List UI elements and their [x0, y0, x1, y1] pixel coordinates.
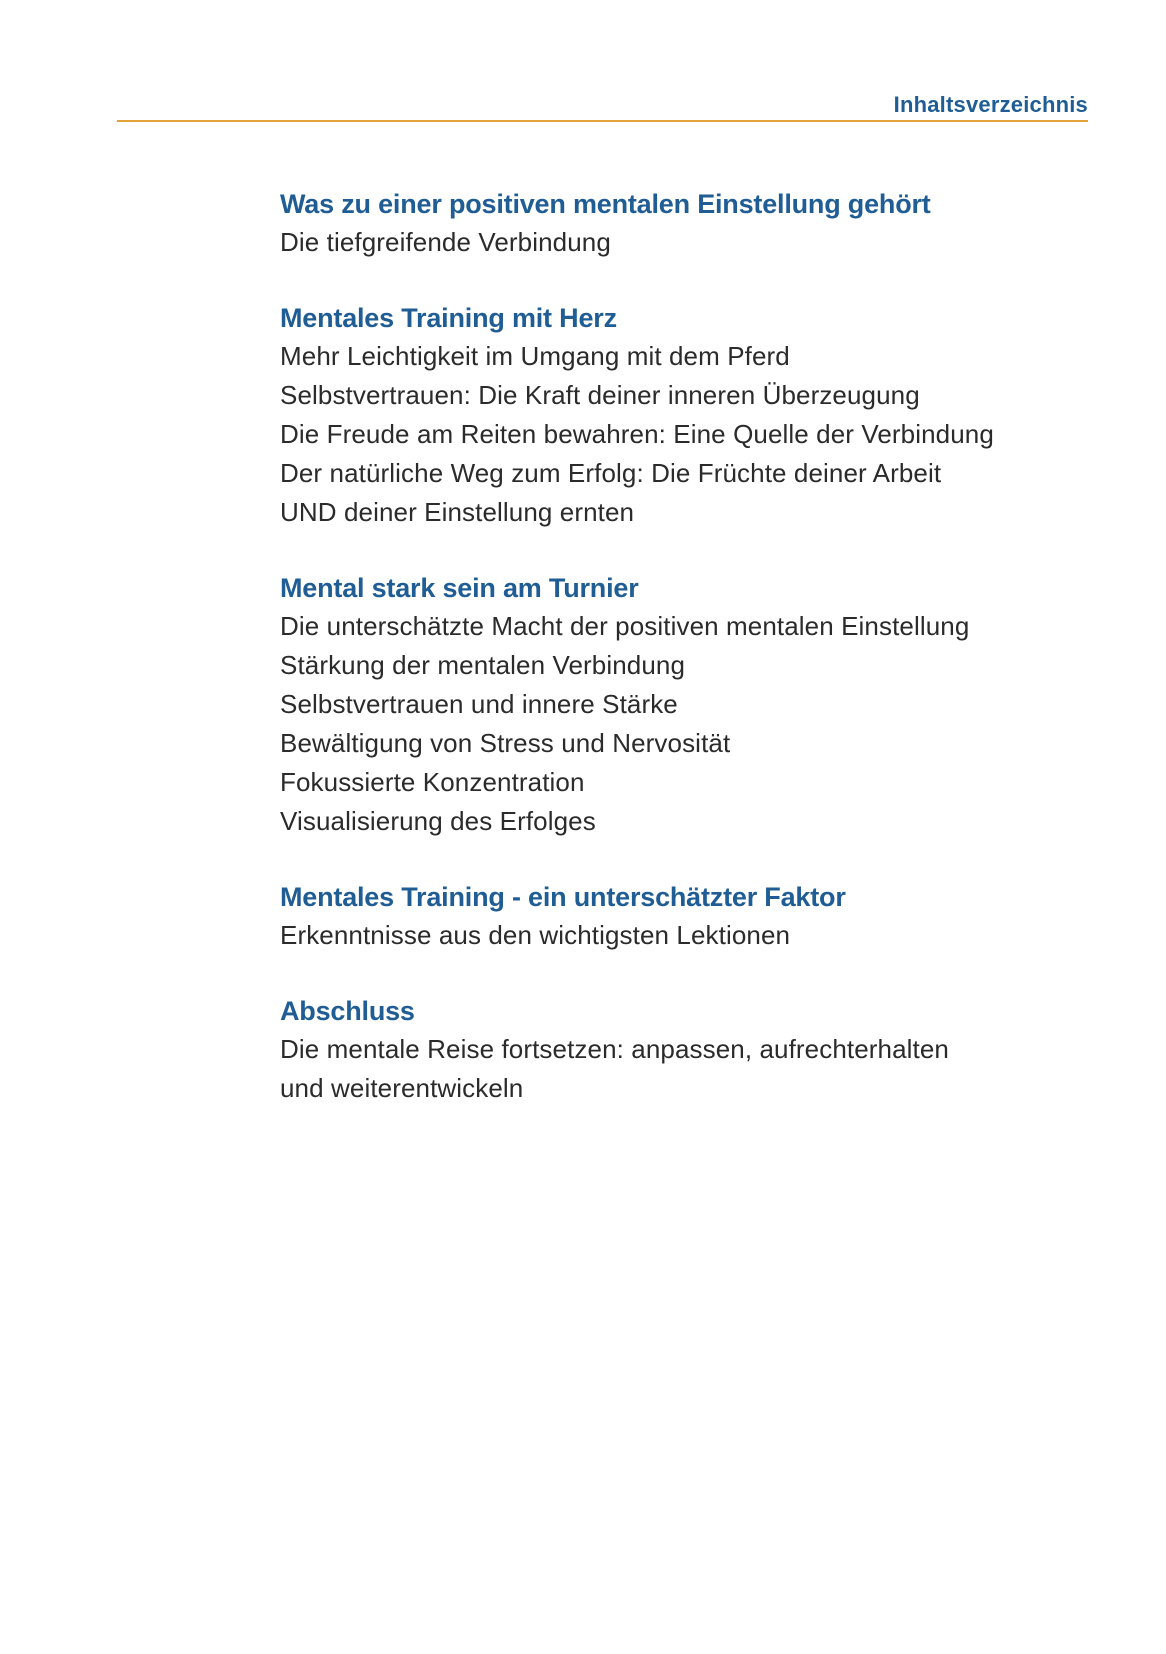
toc-heading[interactable]: Mental stark sein am Turnier [280, 573, 639, 603]
toc-section-3 [280, 570, 1040, 841]
toc-section-2 [280, 300, 1040, 532]
toc-entry[interactable]: Erkenntnisse aus den wichtigsten Lektionen [280, 920, 791, 950]
toc-section-4 [280, 879, 1040, 955]
toc-entry[interactable]: Die unterschätzte Macht der positiven mentalen Einstellung [280, 611, 970, 641]
toc-entry[interactable]: Die tiefgreifende Verbindung [280, 227, 611, 257]
toc-section-5 [280, 993, 1040, 1108]
page-title: Inhaltsverzeichnis [893, 92, 1088, 117]
toc-entry[interactable]: Die mentale Reise fortsetzen: anpassen, aufrechterhalten [280, 1034, 949, 1064]
toc-heading[interactable]: Was zu einer positiven mentalen Einstellung gehört [280, 189, 931, 219]
toc-entry[interactable]: UND deiner Einstellung ernten [280, 497, 635, 527]
toc-entry[interactable]: Mehr Leichtigkeit im Umgang mit dem Pferd [280, 341, 790, 371]
toc-entry[interactable]: Stärkung der mentalen Verbindung [280, 650, 686, 680]
toc-entry[interactable]: und weiterentwickeln [280, 1073, 524, 1103]
toc-entry[interactable]: Visualisierung des Erfolges [280, 806, 596, 836]
toc-heading[interactable]: Mentales Training - ein unterschätzter Faktor [280, 882, 846, 912]
page-header [117, 90, 1088, 122]
toc-entry[interactable]: Selbstvertrauen und innere Stärke [280, 689, 678, 719]
toc-entry[interactable]: Der natürliche Weg zum Erfolg: Die Früchte deiner Arbeit [280, 458, 942, 488]
toc-heading[interactable]: Mentales Training mit Herz [280, 303, 617, 333]
toc-entry[interactable]: Selbstvertrauen: Die Kraft deiner inneren Überzeugung [280, 380, 920, 410]
toc-entry[interactable]: Bewältigung von Stress und Nervosität [280, 728, 731, 758]
toc-section-1 [280, 186, 1040, 262]
toc-entry[interactable]: Fokussierte Konzentration [280, 767, 585, 797]
toc-heading[interactable]: Abschluss [280, 996, 415, 1026]
toc-entry[interactable]: Die Freude am Reiten bewahren: Eine Quelle der Verbindung [280, 419, 994, 449]
table-of-contents [280, 186, 1040, 1146]
